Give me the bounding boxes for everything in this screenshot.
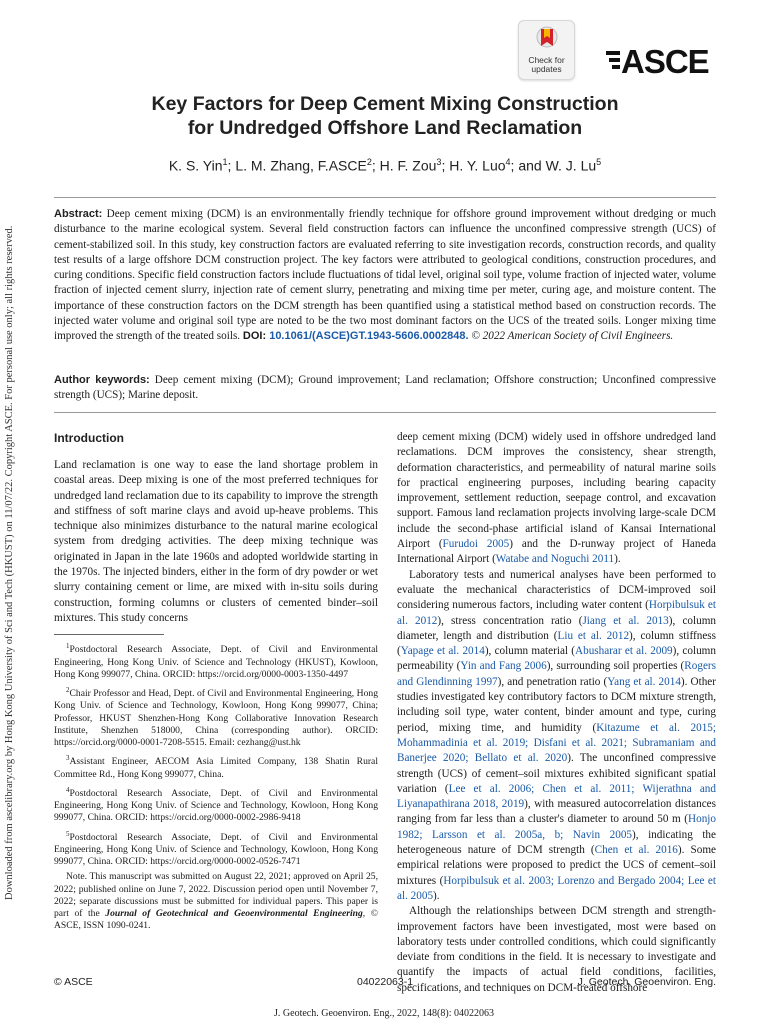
manuscript-note [54, 871, 378, 932]
asce-logo [604, 44, 718, 80]
body-text: ), and penetration ratio ( [497, 675, 608, 688]
body-text: ), column permeability ( [397, 645, 716, 673]
manuscript-note-end: , © ASCE, ISSN 1090-0241. [54, 908, 379, 932]
citation-link[interactable]: Furudoi 2005 [442, 538, 510, 551]
author-3-affil: 3 [436, 157, 442, 167]
citation-link[interactable]: Watabe and Noguchi 2011 [495, 553, 615, 566]
author-4-affil: 4 [505, 157, 511, 167]
footnote-5-num: 5 [66, 829, 70, 838]
body-text: ). [433, 889, 440, 902]
citation-link[interactable]: Lee et al. 2006; Chen et al. 2011; Wijerathna and Liyanapathirana 2018, 2019 [397, 782, 716, 811]
footer-publisher: © ASCE [54, 976, 93, 988]
footnote-2 [54, 684, 378, 749]
citation-link[interactable]: Yang et al. 2014 [607, 675, 681, 688]
footnote-3 [54, 752, 378, 781]
right-paragraph-1 [397, 430, 716, 568]
body-text: ). Other studies investigated key contributory factors to DCM mixture strength, including soil type, water content, binder amount and type, curing period, mixing time, and humidity ( [397, 675, 717, 734]
author-3: ; H. F. Zou [371, 157, 437, 174]
footnote-1-num: 1 [66, 642, 70, 651]
abstract-label: Abstract: [54, 208, 103, 220]
body-text: ), column stiffness ( [397, 629, 717, 658]
body-text: ). Some empirical relations were proposed to predict the UCS of cement–soil mixtures ( [397, 844, 717, 887]
author-keywords [54, 373, 716, 404]
body-text: ), column material ( [484, 645, 576, 658]
body-text: ), indicating the heterogeneous nature of DCM strength ( [397, 828, 716, 857]
asce-logo-text: ASCE [621, 43, 709, 80]
introduction-heading: Introduction [54, 431, 124, 445]
footer-journal: J. Geotech. Geoenviron. Eng. [577, 976, 716, 988]
journal-name: Journal of Geotechnical and Geoenvironmental Engineering [105, 908, 363, 920]
citation-link[interactable]: Honjo 1982; Larsson et al. 2005a, b; Navin 2005 [397, 813, 716, 841]
footnote-1 [54, 640, 378, 681]
footer-article-number: 04022063-1 [357, 976, 414, 988]
title-line-2: for Undredged Offshore Land Reclamation [187, 117, 583, 139]
footnote-5-text: Postdoctoral Research Associate, Dept. of Civil and Environmental Engineering, Hong Kong Univ. of Science and Technology, Kowloon, Hong Kong 999077, China. ORCID: https://orcid.org/0000-0002-0526-7471 [54, 831, 378, 868]
footnote-3-text: Assistant Engineer, AECOM Asia Limited Company, 138 Shatin Rural Committee Rd., Hong Kong 999077, China. [54, 756, 378, 780]
abstract [54, 207, 716, 345]
paper-title [60, 92, 710, 140]
citation-link[interactable]: Abusharar et al. 2009 [575, 645, 673, 658]
right-paragraph-2 [397, 568, 716, 905]
keywords-label: Author keywords: [54, 374, 150, 386]
watermark-text: Downloaded from ascelibrary.org by Hong Kong University of Sci and Tech (HKUST) on 11/07/22. Copyright ASCE. For personal use only; all rights reserved. [4, 225, 15, 900]
body-text: deep cement mixing (DCM) widely used in offshore undredged land reclamations. DCM improves the consistency, shear strength, deformation characteristics, and permeability of natural marine soils for practical engineering purposes, including bearing capacity improvement, settlement reduction, seepage control, and excavation support. Famous land reclamation projects involving large-scale DCM include the second-phase artificial island of Kansai International Airport ( [397, 431, 716, 551]
page-footer [54, 976, 716, 990]
body-text: ), surrounding soil properties ( [546, 660, 685, 673]
abstract-copyright: © 2022 American Society of Civil Engineers. [468, 330, 674, 343]
right-column [397, 430, 716, 996]
side-watermark [2, 180, 18, 900]
bottom-citation: J. Geotech. Geoenviron. Eng., 2022, 148(8): 04022063 [274, 1008, 494, 1019]
asce-logo-mark-icon [604, 46, 620, 78]
manuscript-note-text: Note. This manuscript was submitted on August 22, 2021; approved on April 25, 2022; published online on June 7, 2022. Discussion period open until November 7, 2022; separate discussions must be submitted for individual papers. This paper is part of the [54, 871, 378, 920]
author-list [60, 157, 710, 174]
body-text: ). The unconfined compressive strength (UCS) of cement–soil mixtures exhibited significant spatial variation ( [397, 752, 716, 795]
footnote-2-num: 2 [66, 686, 70, 695]
citation-link[interactable]: Kitazume et al. 2015; Mohammadinia et al. 2019; Disfani et al. 2021; Subramaniam and Banerjee 2020; Bellato et al. 2020 [397, 721, 716, 765]
citation-link[interactable]: Horpibulsuk et al. 2012 [397, 599, 716, 627]
doi-label: DOI: [242, 330, 267, 343]
citation-link[interactable]: Liu et al. 2012 [557, 629, 630, 642]
citation-link[interactable]: Jiang et al. 2013 [582, 614, 669, 627]
title-line-1: Key Factors for Deep Cement Mixing Construction [151, 93, 619, 115]
left-column [54, 430, 378, 935]
abstract-divider [54, 412, 716, 413]
check-for-updates-badge[interactable] [518, 20, 575, 80]
footnote-4-num: 4 [66, 785, 70, 794]
footnote-4 [54, 784, 378, 825]
footnote-5 [54, 828, 378, 869]
intro-paragraph-1: Land reclamation is one way to ease the land shortage problem in coastal areas. Deep mixing is one of the most preferred techniques for undredged land reclamation due to its capability to improve the strength and stiffness of soft marine clays and avoid up-heave problems. This technique also minimizes disturbance to the natural marine ecological system from dredging activities. The deep mixing technique was originated in Japan in the late 1960s and adopted worldwide starting in the 1970s. The injected binders, either in the form of dry powder or wet slurry containing cement or lime, are mixed with in-situ soils during construction, forming columns or clusters of cemented binder–soil mixtures. This study concerns [54, 459, 378, 624]
footnote-4-text: Postdoctoral Research Associate, Dept. of Civil and Environmental Engineering, Hong Kong Univ. of Science and Technology, Kowloon, Hong Kong 999077, China. ORCID: https://orcid.org/0000-0002-2986-9418 [54, 788, 378, 824]
body-text: ). [614, 553, 621, 566]
body-text: ), column diameter, length and distribution ( [397, 614, 716, 642]
body-text: ), stress concentration ratio ( [437, 614, 583, 627]
citation-link[interactable]: Yapage et al. 2014 [400, 645, 485, 658]
author-1-affil: 1 [222, 157, 228, 167]
citation-link[interactable]: Horpibulsuk et al. 2003; Lorenzo and Bergado 2004; Lee et al. 2005 [397, 874, 716, 902]
body-text: Laboratory tests and numerical analyses have been performed to evaluate the mechanical characteristics of DCM-improved soil considering numerous factors, including water content ( [397, 568, 716, 612]
footnote-3-num: 3 [66, 754, 70, 763]
footnote-divider [54, 634, 164, 635]
author-2: ; L. M. Zhang, F.ASCE [227, 157, 367, 174]
header-divider [54, 197, 716, 198]
author-1: K. S. Yin [168, 157, 223, 174]
author-5: ; and W. J. Lu [510, 157, 597, 174]
abstract-text: Deep cement mixing (DCM) is an environmentally friendly technique for offshore ground improvement without dredging or much disturbance to the marine ecological system. Several field construction factors can influence the unconfined compressive strength (UCS) of cement-stabilized soil. In this study, key construction factors are evaluated referring to site investigation records, construction records, and quality test results of a large offshore DCM construction project. The key factors were attributed to geological conditions, construction procedures, and curing conditions. Specific field construction factors include fluctuations of tidal level, original soil type, volume fraction of injected water, volume fraction of injected cement slurry, injection rate of cement slurry, penetrating and mixing time per meter, curing age, and moisture content. The importance of these construction factors on the DCM strength has been quantified using a statistical method based on construction records. The injected water volume and original soil type are noted to be the two most dominant factors on the UCS of the treated soils. Longer mixing time improved the strength of the treated soils. [54, 208, 716, 343]
citation-link[interactable]: Chen et al. 2016 [594, 844, 678, 857]
author-4: ; H. Y. Luo [441, 157, 506, 174]
citation-link[interactable]: Rogers and Glendinning 1997 [397, 660, 716, 688]
bookmark-ribbon-icon [535, 26, 559, 54]
footnote-2-text: Chair Professor and Head, Dept. of Civil and Environmental Engineering, Hong Kong Univ. of Science and Technology, Kowloon, Hong Kong 999077, China; Professor, HKUST Shenzhen-Hong Kong Collaborative Innovation Research Institute, Shenzhen 518000, China (corresponding author). ORCID: https://orcid.org/0000-0001-7208-5515. Email: cezhang@ust.hk [54, 688, 378, 749]
footnote-1-text: Postdoctoral Research Associate, Dept. of Civil and Environmental Engineering, Hong Kong Univ. of Science and Technology (HKUST), Kowloon, Hong Kong 999077, China. ORCID: https://orcid.org/0000-0003-1350-4497 [54, 644, 378, 680]
citation-link[interactable]: Yin and Fang 2006 [460, 660, 547, 673]
body-text: Although the relationships between DCM strength and strength-improvement factors have been investigated, most were based on laboratory tests under controlled conditions, which could significantly deviate from conditions in the field. It is necessary to investigate and quantify the impacts of actual field conditions, facilities, specifications, and techniques on DCM-treated offshore [397, 905, 716, 994]
body-text: ) and the D-runway project of Haneda International Airport ( [397, 538, 716, 566]
author-2-affil: 2 [366, 157, 372, 167]
footnotes [54, 640, 378, 932]
keywords-text: Deep cement mixing (DCM); Ground improvement; Land reclamation; Offshore construction; Unconfined compressive strength (UCS); Marine deposit. [54, 374, 717, 402]
author-5-affil: 5 [596, 157, 602, 167]
check-for-updates-label: Check for updates [528, 55, 565, 74]
body-text: ), with measured autocorrelation distances ranging from far less than a cluster's diameter to around 50 m ( [397, 798, 716, 826]
doi-link[interactable]: 10.1061/(ASCE)GT.1943-5606.0002848. [266, 330, 469, 343]
